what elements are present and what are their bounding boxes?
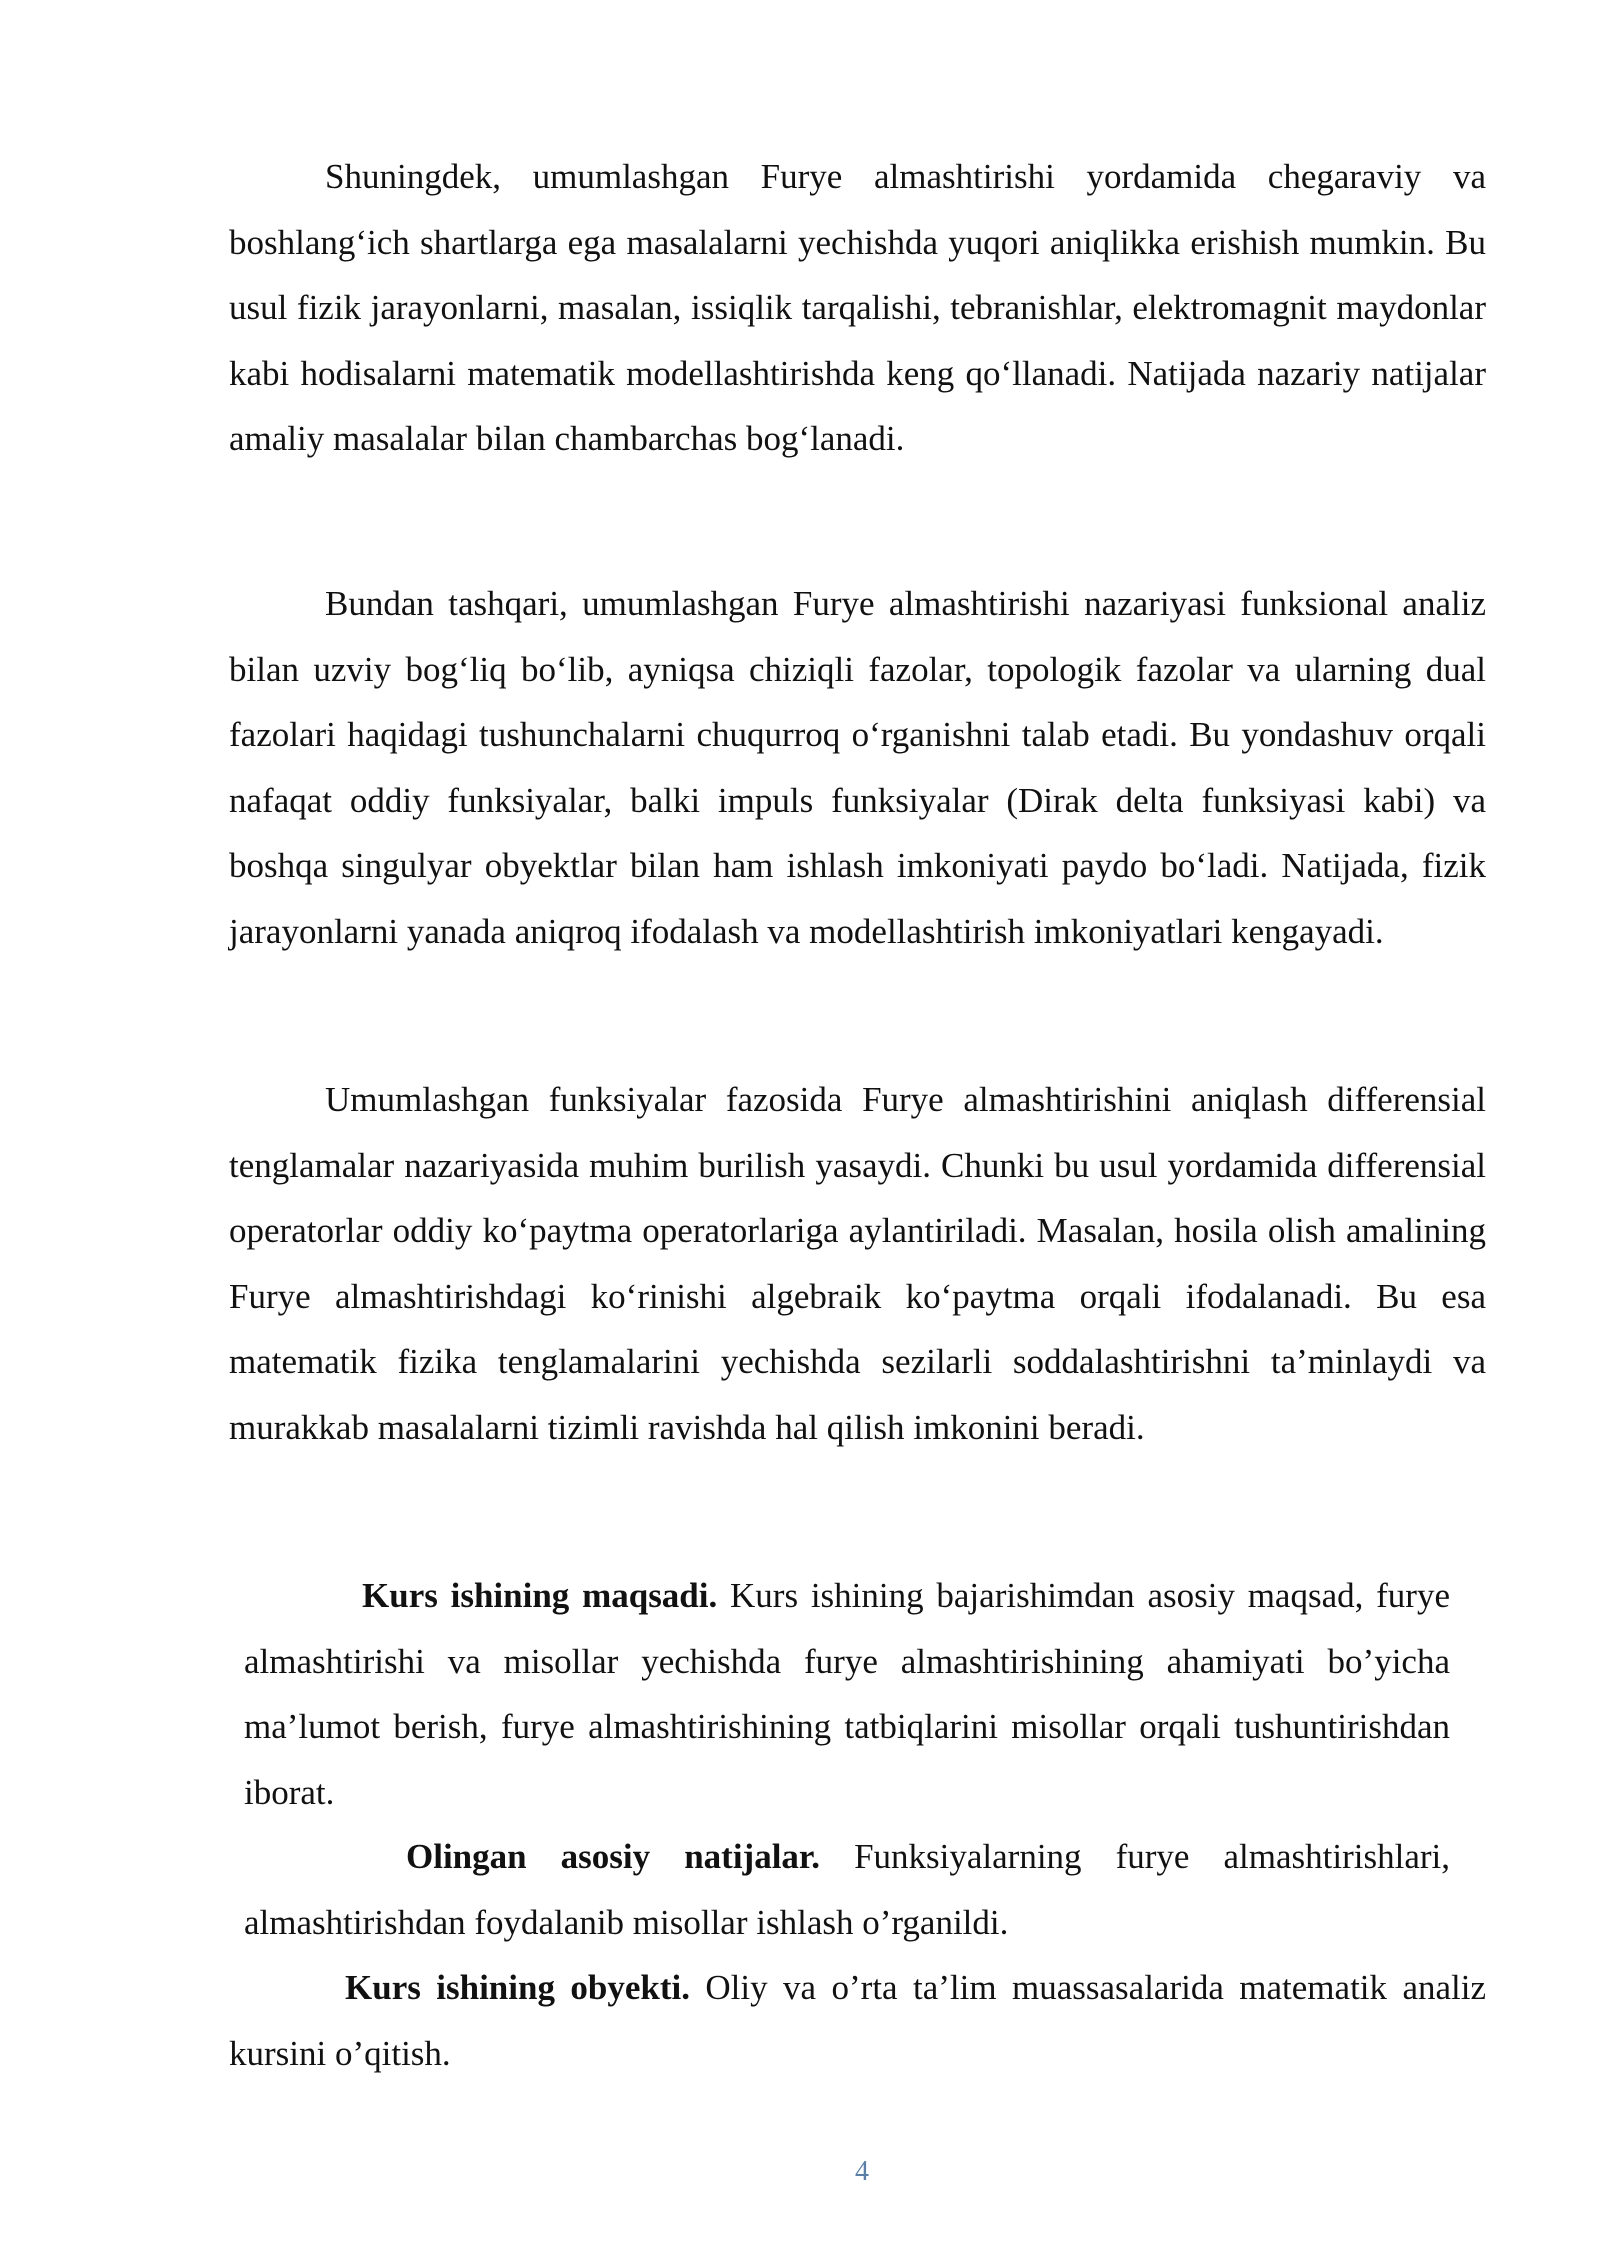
course-object-paragraph bbox=[229, 1955, 1486, 2086]
body-paragraph-1 bbox=[229, 144, 1486, 472]
body-paragraph-2 bbox=[229, 571, 1486, 964]
main-results-text: Funksiyalarning furye almashtirishlari, almashtirishdan foydalanib misollar ishlash o’rganildi. bbox=[244, 1837, 1450, 1942]
paragraph-text: Bundan tashqari, umumlashgan Furye almashtirishi nazariyasi funksional analiz bilan uzviy bog‘liq bo‘lib, ayniqsa chiziqli fazolar, topologik fazolar va ularning dual fazolari haqidagi tushunchalarni chuqurroq o‘rganishni talab etadi. Bu yondashuv orqali nafaqat oddiy funksiyalar, balki impuls funksiyalar (Dirak delta funksiyasi kabi) va boshqa singulyar obyektlar bilan ham ishlash imkoniyati paydo bo‘ladi. Natijada, fizik jarayonlarni yanada aniqroq ifodalash va modellashtirish imkoniyatlari kengayadi. bbox=[229, 584, 1486, 951]
main-results-heading: Olingan asosiy natijalar. bbox=[406, 1837, 820, 1876]
course-aim-text: Kurs ishining bajarishimdan asosiy maqsad, furye almashtirishi va misollar yechishda furye almashtirishining ahamiyati bo’yicha ma’lumot berish, furye almashtirishining tatbiqlarini misollar orqali tushuntirishdan iborat. bbox=[244, 1576, 1450, 1812]
course-aim-heading: Kurs ishining maqsadi. bbox=[362, 1576, 718, 1615]
course-object-heading: Kurs ishining obyekti. bbox=[345, 1968, 690, 2007]
main-results-paragraph bbox=[244, 1824, 1450, 1955]
course-object-text: Oliy va o’rta ta’lim muassasalarida matematik analiz kursini o’qitish. bbox=[229, 1968, 1486, 2073]
paragraph-text: Shuningdek, umumlashgan Furye almashtirishi yordamida chegaraviy va boshlang‘ich shartlarga ega masalalarni yechishda yuqori aniqlikka erishish mumkin. Bu usul fizik jarayonlarni, masalan, issiqlik tarqalishi, tebranishlar, elektromagnit maydonlar kabi hodisalarni matematik modellashtirishda keng qo‘llanadi. Natijada nazariy natijalar amaliy masalalar bilan chambarchas bog‘lanadi. bbox=[229, 157, 1486, 458]
page-number: 4 bbox=[855, 2156, 869, 2187]
paragraph-text: Umumlashgan funksiyalar fazosida Furye almashtirishini aniqlash differensial tenglamalar nazariyasida muhim burilish yasaydi. Chunki bu usul yordamida differensial operatorlar oddiy ko‘paytma operatorlariga aylantiriladi. Masalan, hosila olish amalining Furye almashtirishdagi ko‘rinishi algebraik ko‘paytma orqali ifodalanadi. Bu esa matematik fizika tenglamalarini yechishda sezilarli soddalashtirishni ta’minlaydi va murakkab masalalarni tizimli ravishda hal qilish imkonini beradi. bbox=[229, 1080, 1486, 1447]
body-paragraph-3 bbox=[229, 1067, 1486, 1460]
course-aim-paragraph bbox=[244, 1563, 1450, 1825]
